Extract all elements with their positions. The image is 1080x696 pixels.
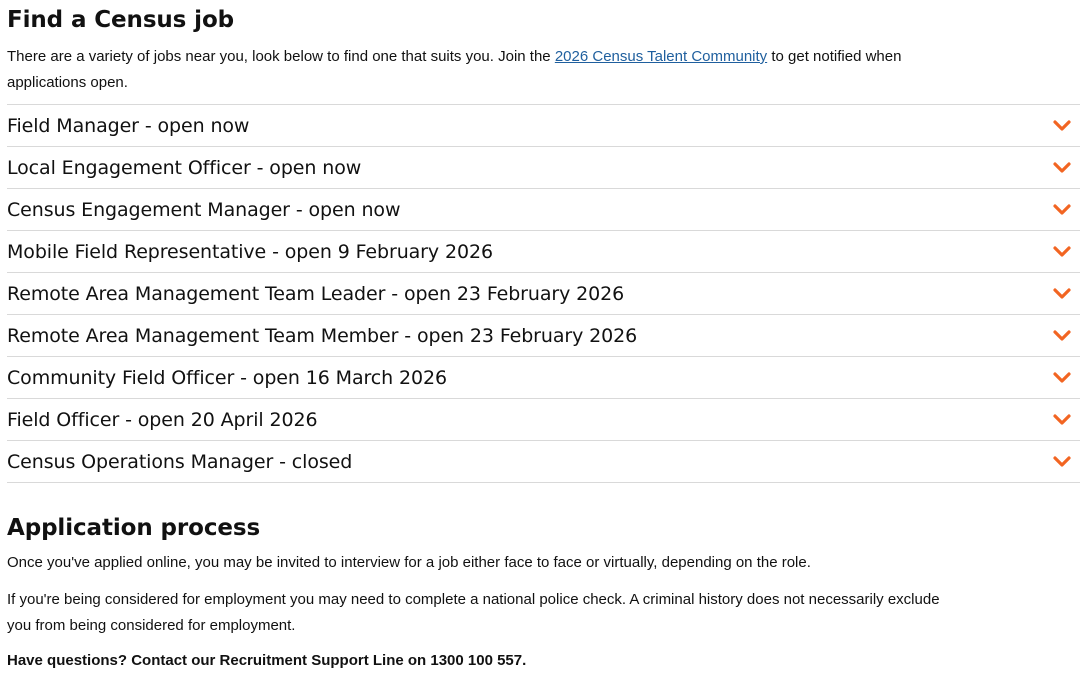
accordion-item-remote-area-team-member[interactable] (7, 315, 1080, 357)
accordion-item-census-engagement-manager[interactable] (7, 189, 1080, 231)
chevron-down-icon[interactable] (1052, 452, 1072, 472)
find-job-intro (7, 44, 957, 96)
accordion-item-label: Remote Area Management Team Leader - open 23 February 2026 (7, 282, 625, 305)
chevron-down-icon[interactable] (1052, 200, 1072, 220)
application-paragraph-interview: Once you've applied online, you may be invited to interview for a job either face to face or virtually, depending on the role. (7, 554, 811, 571)
talent-community-link[interactable]: 2026 Census Talent Community (554, 48, 768, 65)
chevron-down-icon[interactable] (1052, 158, 1072, 178)
support-line-text: Have questions? Contact our Recruitment Support Line on 1300 100 557. (7, 652, 527, 669)
accordion-item-label: Census Engagement Manager - open now (7, 198, 401, 221)
application-paragraph-police-check: If you're being considered for employment you may need to complete a national police check. A criminal history does not necessarily exclude you from being considered for employment. (7, 591, 940, 634)
accordion-item-label: Local Engagement Officer - open now (7, 156, 362, 179)
accordion-item-field-manager[interactable] (7, 105, 1080, 147)
chevron-down-icon[interactable] (1052, 326, 1072, 346)
accordion-item-remote-area-team-leader[interactable] (7, 273, 1080, 315)
intro-text-after: to get notified when applications open. (7, 48, 902, 91)
accordion-item-label: Mobile Field Representative - open 9 February 2026 (7, 240, 493, 263)
accordion-item-label: Census Operations Manager - closed (7, 450, 353, 473)
chevron-down-icon[interactable] (1052, 242, 1072, 262)
chevron-down-icon[interactable] (1052, 284, 1072, 304)
find-job-heading: Find a Census job (7, 7, 235, 33)
chevron-down-icon[interactable] (1052, 116, 1072, 136)
intro-text-before: There are a variety of jobs near you, look below to find one that suits you. Join the (7, 48, 555, 65)
accordion-item-mobile-field-representative[interactable] (7, 231, 1080, 273)
chevron-down-icon[interactable] (1052, 410, 1072, 430)
accordion-item-label: Field Officer - open 20 April 2026 (7, 408, 318, 431)
accordion-item-label: Remote Area Management Team Member - open 23 February 2026 (7, 324, 638, 347)
chevron-down-icon[interactable] (1052, 368, 1072, 388)
jobs-accordion (7, 104, 1080, 483)
application-process-heading: Application process (7, 515, 261, 541)
accordion-item-census-operations-manager[interactable] (7, 441, 1080, 483)
accordion-item-community-field-officer[interactable] (7, 357, 1080, 399)
accordion-item-field-officer[interactable] (7, 399, 1080, 441)
accordion-item-label: Field Manager - open now (7, 114, 250, 137)
accordion-item-local-engagement-officer[interactable] (7, 147, 1080, 189)
accordion-item-label: Community Field Officer - open 16 March 2026 (7, 366, 447, 389)
